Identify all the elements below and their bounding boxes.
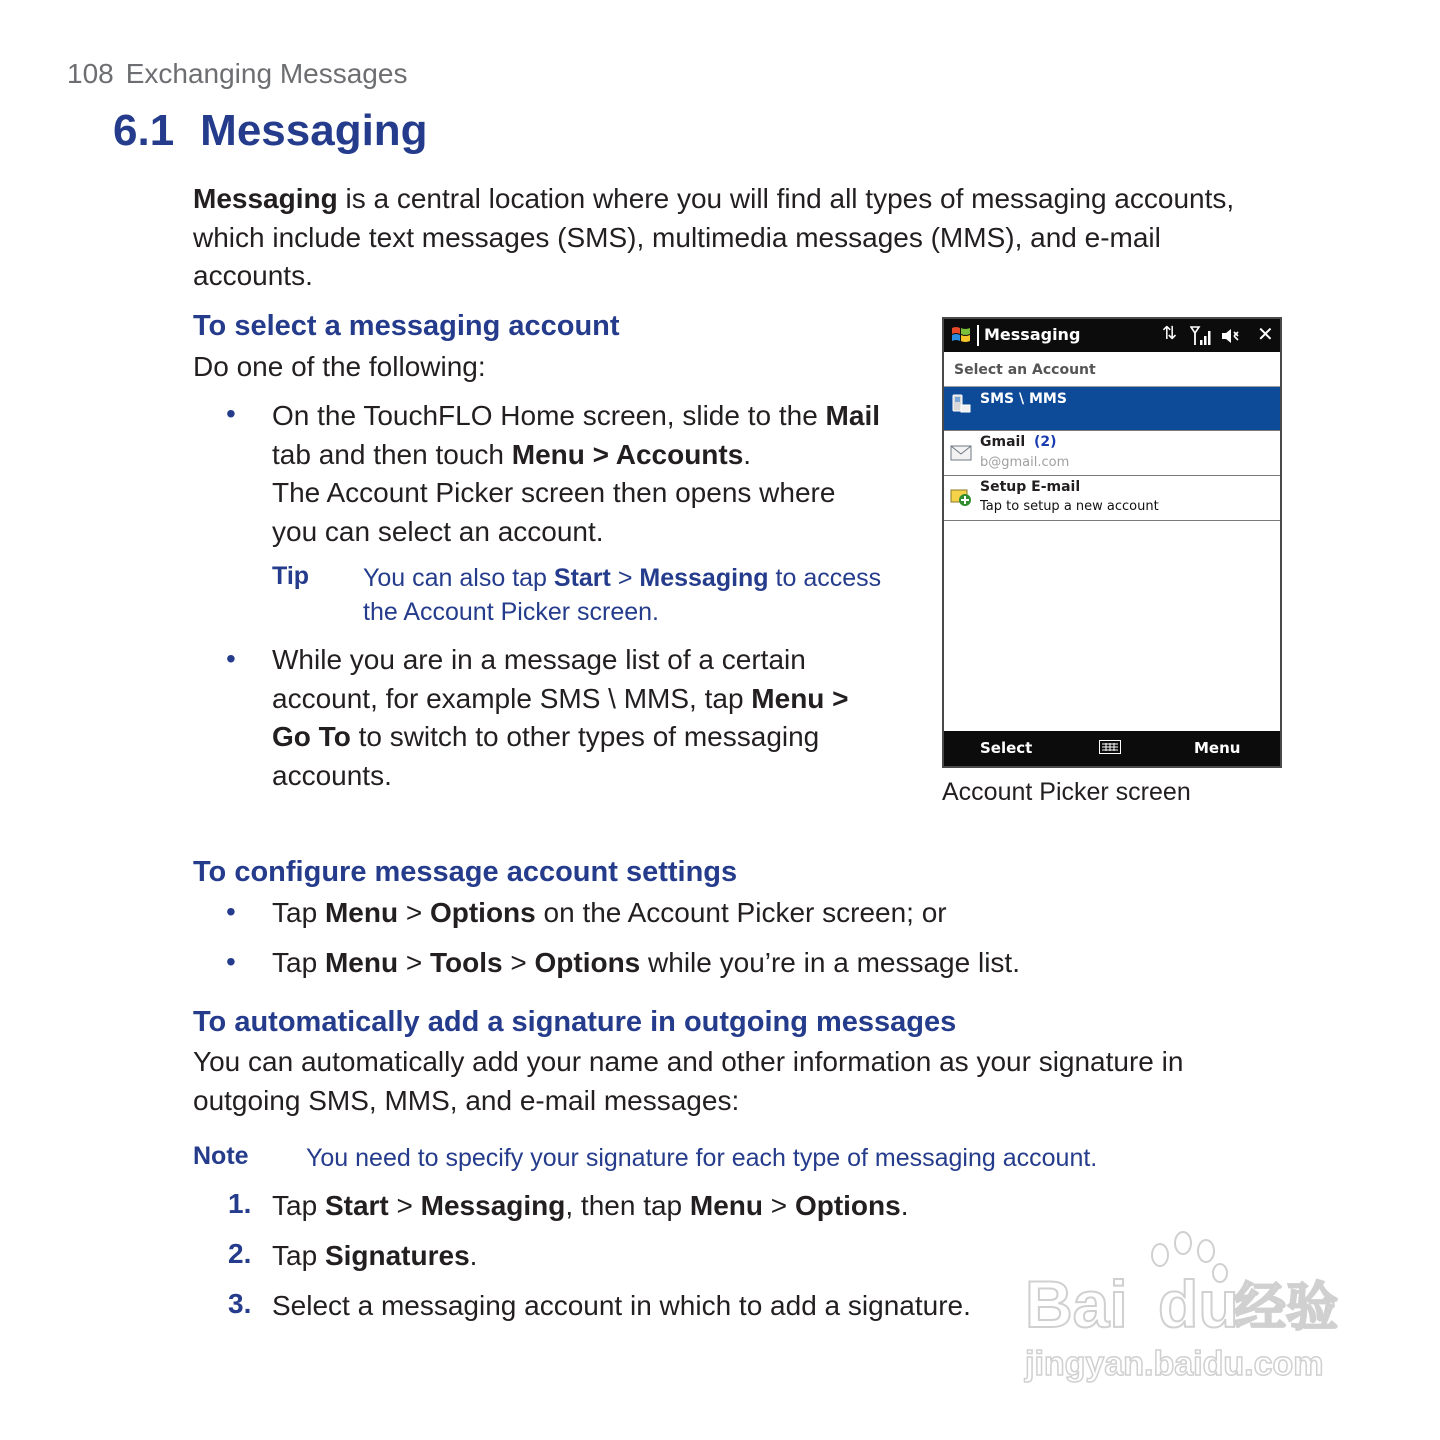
step-text: , then tap [565,1190,690,1221]
bullet-text: Tap [272,897,325,928]
intro-text: is a central location where you will find all types of messaging accounts, [337,183,1235,214]
account-row-gmail[interactable] [944,431,1280,476]
step-text: . [469,1240,478,1271]
bullet-item [272,894,947,933]
account-row-sms[interactable] [944,387,1280,431]
step-bold: Start [324,1190,389,1221]
bullet-item [272,944,1020,983]
bullet-text: while you’re in a message list. [640,947,1020,978]
account-email: b@gmail.com [980,455,1070,470]
note-label: Note [193,1142,249,1170]
tip-part: You can also tap [363,564,554,592]
bullet-dot: • [226,643,236,674]
bullet-text: account, for example SMS \ MMS, tap [272,682,752,714]
bullet-item [272,397,880,551]
watermark-cjk: 经验 [1234,1278,1339,1338]
signature-text: outgoing SMS, MMS, and e-mail messages: [193,1084,740,1116]
softkey-select[interactable]: Select [980,739,1033,757]
intro-text: which include text messages (SMS), multimedia messages (MMS), and e-mail [193,221,1161,253]
subheading-select-account: To select a messaging account [193,310,620,342]
note-text: You need to specify your signature for each type of messaging account. [306,1144,1098,1172]
account-title: SMS \ MMS [980,391,1067,407]
intro-text: accounts. [193,260,313,291]
account-title: Setup E-mail [980,479,1081,495]
windows-start-icon[interactable] [950,324,972,346]
tip-label: Tip [272,562,310,590]
section-title [113,106,428,156]
speaker-icon[interactable] [1220,327,1240,345]
watermark-brand-a: Bai [1025,1267,1128,1341]
page-number: 108 [67,58,114,89]
tip-part: the Account Picker screen. [363,598,659,626]
running-title: Exchanging Messages [125,58,408,89]
bullet-dot: • [226,398,236,429]
account-name: Gmail [980,434,1026,450]
envelope-icon [949,442,973,464]
bullet-bold: Menu [324,897,399,928]
phone-app-title: Messaging [984,325,1081,344]
account-subtitle: Tap to setup a new account [980,499,1159,514]
phone-softkey-bar [944,731,1280,766]
bullet-bold: Options [534,947,641,978]
step-bold: Options [794,1190,901,1221]
bullet-bold: Menu > Accounts [511,438,744,470]
bullet-dot: • [226,896,236,927]
step-item [272,1237,477,1276]
tip-part: > [610,564,640,592]
tip-bold: Messaging [639,564,769,592]
phone-title-bar [944,319,1280,352]
bullet-text: While you are in a message list of a certain [272,644,806,675]
bullet-bold: Tools [429,947,503,978]
step-number: 2. [228,1238,252,1269]
setup-email-icon [949,485,973,507]
step-item [272,1187,908,1226]
phone-subheader [944,354,1280,387]
subheader-text: Select an Account [954,362,1096,378]
keyboard-icon[interactable] [1099,740,1121,754]
account-title [980,434,1057,450]
bullet-text: > [398,947,430,978]
watermark-brand-b: du [1158,1267,1239,1341]
figure-caption: Account Picker screen [942,778,1191,806]
step-number: 3. [228,1288,252,1319]
bullet-text: accounts. [272,759,392,791]
bullet-text: > [502,947,535,978]
tip-text [363,561,881,629]
baidu-jingyan-watermark [1020,1225,1355,1390]
bullet-text: The Account Picker screen then opens where [272,477,836,508]
step-number: 1. [228,1188,252,1219]
bullet-bold: Go To [272,721,351,752]
account-row-setup-email[interactable] [944,476,1280,521]
step-bold: Signatures [324,1240,470,1271]
tip-part: to access [768,564,882,592]
bullet-text: Tap [272,947,325,978]
title-separator [977,325,979,346]
step-text: Select a messaging account in which to add a signature. [272,1290,971,1321]
section-number: 6.1 [113,106,175,155]
step-text: . [900,1190,909,1221]
step-text: Tap [272,1190,325,1221]
sync-icon: ⇅ [1162,323,1178,344]
subheading-signature: To automatically add a signature in outgoing messages [193,1006,957,1038]
sms-phone-icon [949,393,973,415]
step-text: > [763,1190,795,1221]
bullet-text: to switch to other types of messaging [350,721,820,752]
step-bold: Messaging [420,1190,566,1221]
bullet-bold: Mail [825,400,881,431]
bullet-item [272,641,849,795]
bullet-bold: Menu [324,947,399,978]
select-lead: Do one of the following: [193,351,486,382]
watermark-url: jingyan.baidu.com [1025,1345,1324,1383]
bullet-text: tab and then touch [272,438,512,470]
bullet-text: you can select an account. [272,515,604,547]
signal-icon [1190,326,1214,346]
subheading-configure: To configure message account settings [193,856,738,888]
bullet-text: > [398,897,430,928]
section-name: Messaging [200,106,428,155]
step-bold: Menu [689,1190,764,1221]
bullet-dot: • [226,946,236,977]
bullet-text: . [743,438,752,470]
step-text: > [388,1190,421,1221]
signature-paragraph [193,1043,1183,1120]
account-picker-screenshot [942,317,1282,768]
running-header [67,58,407,90]
signature-text: You can automatically add your name and other information as your signature in [193,1046,1184,1077]
intro-paragraph [193,180,1234,296]
unread-count: (2) [1034,434,1057,450]
bullet-bold: Menu > [751,682,849,714]
tip-bold: Start [553,564,611,592]
intro-bold: Messaging [193,183,338,214]
close-icon[interactable]: ✕ [1257,322,1274,346]
bullet-text: on the Account Picker screen; or [535,897,947,928]
step-text: Tap [272,1240,325,1271]
softkey-menu[interactable]: Menu [1194,739,1241,757]
bullet-bold: Options [429,897,536,928]
step-item [272,1287,971,1326]
bullet-text: On the TouchFLO Home screen, slide to the [272,400,826,431]
